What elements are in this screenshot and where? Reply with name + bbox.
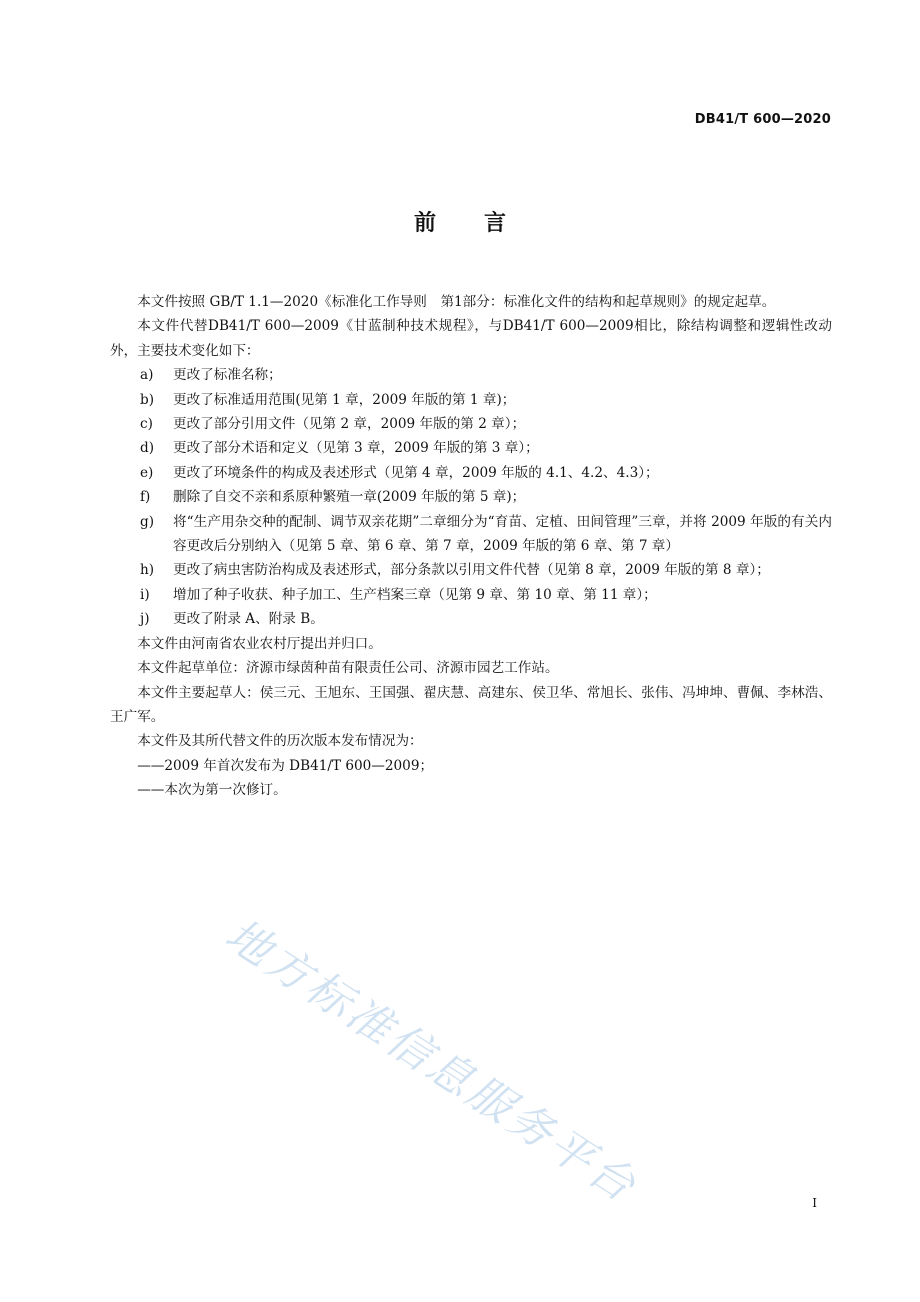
change-item [110, 388, 832, 412]
standard-code: DB41/T 600—2020 [694, 112, 831, 127]
list-marker: e) [140, 464, 154, 481]
change-item [110, 436, 832, 460]
history-entry: ——本次为第一次修订。 [137, 782, 287, 799]
list-text: 更改了环境条件的构成及表述形式（见第 4 章，2009 年版的 4.1、4.2、4.3）； [173, 464, 659, 481]
page-number: I [812, 1196, 817, 1210]
history-entry: ——2009 年首次发布为 DB41/T 600—2009； [137, 757, 434, 774]
list-marker: i) [140, 586, 150, 603]
closing-paragraph: 本文件主要起草人：侯三元、王旭东、王国强、翟庆慧、高建东、侯卫华、常旭长、张伟、冯坤坤、曹佩、李林浩、王广军。 [110, 684, 832, 725]
list-text: 更改了标准适用范围(见第 1 章，2009 年版的第 1 章)； [173, 391, 516, 408]
list-marker: f) [140, 489, 151, 506]
list-marker: c) [140, 416, 153, 433]
list-marker: j) [140, 611, 150, 628]
change-item [110, 607, 832, 631]
intro-paragraph: 本文件按照 GB/T 1.1—2020《标准化工作导则 第1部分：标准化文件的结构和起草规则》的规定起草。 [137, 294, 776, 310]
list-text: 更改了部分术语和定义（见第 3 章，2009 年版的第 3 章）； [173, 440, 539, 457]
document-body [110, 290, 832, 803]
page-title: 前言 [413, 211, 554, 236]
change-item [110, 510, 832, 559]
list-text: 更改了附录 A、附录 B。 [173, 611, 324, 628]
closing-paragraph: 本文件及其所代替文件的历次版本发布情况为： [137, 733, 423, 750]
change-item [110, 583, 832, 607]
list-text: 增加了种子收获、种子加工、生产档案三章（见第 9 章、第 10 章、第 11 章）； [173, 586, 657, 603]
watermark: 地方标准信息服务平台 [216, 909, 647, 1214]
change-item [110, 412, 832, 436]
change-item [110, 558, 832, 582]
list-marker: d) [140, 440, 155, 457]
closing-paragraph: 本文件起草单位：济源市绿茵种苗有限责任公司、济源市园艺工作站。 [137, 660, 559, 677]
list-text: 更改了标准名称； [173, 367, 282, 384]
list-text: 更改了病虫害防治构成及表述形式，部分条款以引用文件代替（见第 8 章，2009 年版的第 8 章）； [173, 562, 770, 579]
change-item [110, 461, 832, 485]
list-text: 更改了部分引用文件（见第 2 章，2009 年版的第 2 章）； [173, 416, 526, 433]
list-text: 将“生产用杂交种的配制、调节双亲花期”二章细分为“育苗、定植、田间管理”三章，并将 2009 年版的有关内容更改后分别纳入（见第 5 章、第 6 章、第 7 章，2009 年版的第 6 章、第 7 章） [173, 513, 832, 555]
closing-paragraph: 本文件由河南省农业农村厅提出并归口。 [137, 635, 382, 652]
list-marker: a) [140, 367, 154, 384]
list-marker: h) [140, 562, 155, 579]
list-text: 删除了自交不亲和系原种繁殖一章(2009 年版的第 5 章)； [173, 489, 526, 506]
change-item [110, 485, 832, 509]
list-marker: g) [140, 513, 155, 530]
change-item [110, 363, 832, 387]
list-marker: b) [140, 391, 155, 408]
intro-paragraph: 本文件代替DB41/T 600—2009《甘蓝制种技术规程》，与DB41/T 600—2009相比，除结构调整和逻辑性改动外，主要技术变化如下： [110, 318, 832, 359]
